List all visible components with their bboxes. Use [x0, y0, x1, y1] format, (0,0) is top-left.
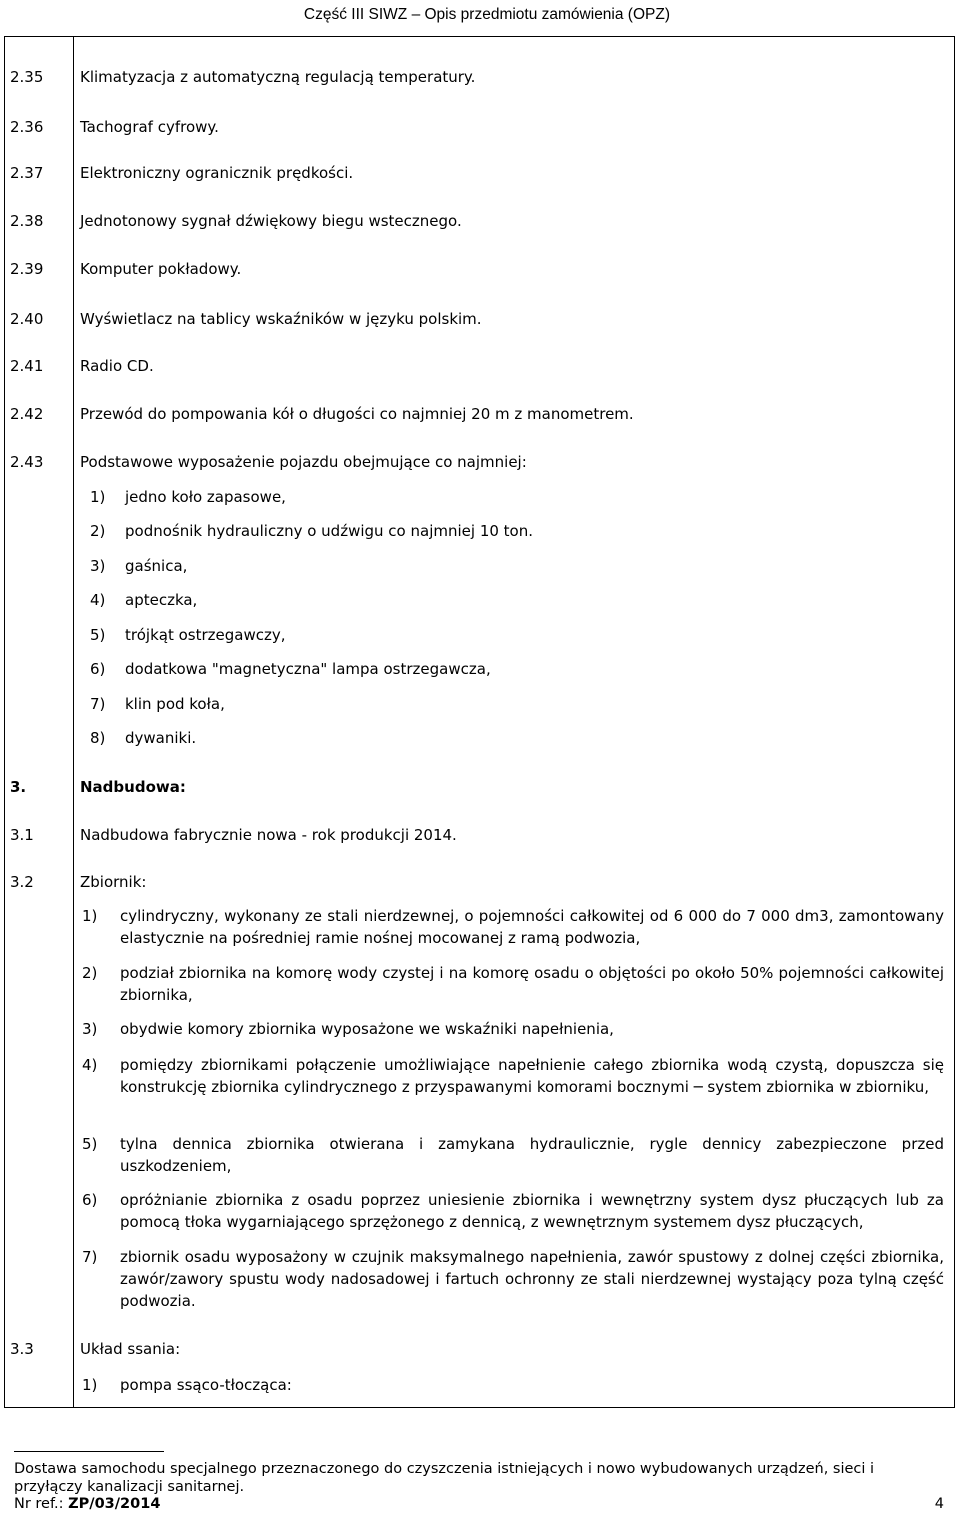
item-number: 3.3: [10, 1340, 34, 1358]
item-number: 2.40: [10, 310, 44, 328]
tank-item: [82, 1246, 944, 1312]
item-text: Klimatyzacja z automatyczną regulacją temperatury.: [80, 68, 476, 86]
equipment-item: [90, 522, 533, 540]
equipment-text: podnośnik hydrauliczny o udźwigu co najmniej 10 ton.: [125, 522, 534, 540]
item-text: Podstawowe wyposażenie pojazdu obejmujące co najmniej:: [80, 453, 527, 471]
item-number: 3.1: [10, 826, 34, 844]
tank-item-text: zbiornik osadu wyposażony w czujnik maksymalnego napełnienia, zawór spustowy z dolnej części zbiornika, zawór/zawory spustu wody nadosadowej i fartuch ochronny ze stali nierdzewnej wystający poza tylną część podwozia.: [120, 1248, 944, 1310]
tank-item-text: pomiędzy zbiornikami połączenie umożliwiające napełnienie całego zbiornika wodą czystą, dopuszcza się konstrukcję zbiornika cylindrycznego z przyspawanymi komorami bocznymi ─ system zbiornika w zbiorniku,: [120, 1056, 944, 1096]
item-text: Nadbudowa fabrycznie nowa - rok produkcji 2014.: [80, 826, 457, 844]
item-text: Układ ssania:: [80, 1340, 181, 1358]
header-title: Część III SIWZ – Opis przedmiotu zamówienia (OPZ): [303, 6, 670, 23]
equipment-text: apteczka,: [125, 591, 198, 609]
equipment-item: [90, 660, 491, 678]
suction-item-number: 1): [82, 1376, 98, 1394]
equipment-text: klin pod koła,: [125, 695, 225, 713]
section-title: Nadbudowa:: [80, 778, 186, 796]
item-number: 3.2: [10, 873, 34, 891]
equipment-number: 8): [90, 729, 106, 747]
equipment-item: [90, 626, 285, 644]
tank-item: [82, 1018, 944, 1040]
tank-item-number: 4): [82, 1056, 98, 1074]
page-footer: [14, 1461, 944, 1514]
suction-item-text: pompa ssąco-tłocząca:: [120, 1376, 292, 1394]
column-divider: [73, 37, 74, 1407]
item-number: 2.39: [10, 260, 44, 278]
suction-item: [82, 1374, 944, 1396]
equipment-number: 5): [90, 626, 106, 644]
page-header: [0, 0, 960, 36]
footer-ref-value: ZP/03/2014: [68, 1496, 161, 1512]
item-number: 2.41: [10, 357, 44, 375]
tank-item: [82, 1054, 944, 1098]
footer-rule: [14, 1451, 164, 1452]
equipment-number: 3): [90, 557, 106, 575]
item-text: Wyświetlacz na tablicy wskaźników w języku polskim.: [80, 310, 482, 328]
tank-item-text: cylindryczny, wykonany ze stali nierdzewnej, o pojemności całkowitej od 6 000 do 7 000 dm3, zamontowany elastycznie na pośredniej ramie nośnej mocowanej z ramą podwozia,: [120, 907, 944, 947]
equipment-text: gaśnica,: [125, 557, 188, 575]
tank-item-number: 2): [82, 964, 98, 982]
tank-item-number: 1): [82, 907, 98, 925]
item-text: Przewód do pompowania kół o długości co najmniej 20 m z manometrem.: [80, 405, 634, 423]
footer-ref-label: Nr ref.:: [14, 1496, 69, 1512]
item-text: Tachograf cyfrowy.: [80, 118, 219, 136]
tank-item: [82, 962, 944, 1006]
equipment-text: dywaniki.: [125, 729, 197, 747]
item-number: 2.36: [10, 118, 44, 136]
item-text: Zbiornik:: [80, 873, 147, 891]
equipment-number: 2): [90, 522, 106, 540]
item-text: Jednotonowy sygnał dźwiękowy biegu wstecznego.: [80, 212, 462, 230]
item-text: Elektroniczny ogranicznik prędkości.: [80, 164, 354, 182]
item-text: Komputer pokładowy.: [80, 260, 242, 278]
equipment-number: 7): [90, 695, 106, 713]
tank-item-text: opróżnianie zbiornika z osadu poprzez uniesienie zbiornika i wewnętrzny system dysz płuczących lub za pomocą tłoka wygarniającego sprzężonego z dennicą, z wewnętrznym systemem dysz płuczących,: [120, 1191, 944, 1231]
item-number: 2.37: [10, 164, 44, 182]
tank-item-number: 7): [82, 1248, 98, 1266]
section-number: 3.: [10, 778, 27, 796]
tank-item: [82, 1189, 944, 1233]
tank-item-text: obydwie komory zbiornika wyposażone we wskaźniki napełnienia,: [120, 1020, 614, 1038]
item-number: 2.43: [10, 453, 44, 471]
equipment-item: [90, 729, 196, 747]
equipment-number: 4): [90, 591, 106, 609]
equipment-text: trójkąt ostrzegawczy,: [125, 626, 286, 644]
footer-line-2: przyłączy kanalizacji sanitarnej.: [14, 1478, 245, 1495]
equipment-item: [90, 695, 225, 713]
tank-item-text: podział zbiornika na komorę wody czystej i na komorę osadu o objętości po około 50% pojemności całkowitej zbiornika,: [120, 964, 944, 1004]
equipment-item: [90, 488, 286, 506]
tank-item-number: 5): [82, 1135, 98, 1153]
item-text: Radio CD.: [80, 357, 154, 375]
equipment-text: dodatkowa "magnetyczna" lampa ostrzegawcza,: [125, 660, 491, 678]
equipment-number: 1): [90, 488, 106, 506]
equipment-item: [90, 557, 187, 575]
page-number: 4: [934, 1496, 944, 1512]
tank-item-number: 3): [82, 1020, 98, 1038]
equipment-text: jedno koło zapasowe,: [125, 488, 286, 506]
tank-item-number: 6): [82, 1191, 98, 1209]
item-number: 2.38: [10, 212, 44, 230]
tank-item-text: tylna dennica zbiornika otwierana i zamykana hydraulicznie, rygle dennicy zabezpieczone przed uszkodzeniem,: [120, 1135, 944, 1175]
footer-ref: [14, 1496, 944, 1514]
equipment-number: 6): [90, 660, 106, 678]
footer-line-1: Dostawa samochodu specjalnego przeznaczonego do czyszczenia istniejących i nowo wybudowanych urządzeń, sieci i: [14, 1461, 875, 1477]
tank-item: [82, 1133, 944, 1177]
equipment-item: [90, 591, 197, 609]
item-number: 2.42: [10, 405, 44, 423]
tank-item: [82, 905, 944, 949]
item-number: 2.35: [10, 68, 44, 86]
